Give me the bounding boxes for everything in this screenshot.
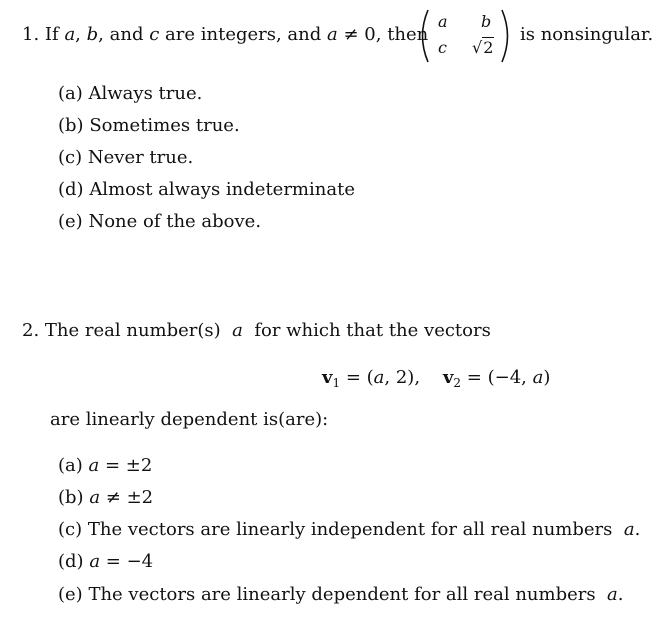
- sqrt-radicand: 2: [483, 38, 494, 57]
- q1-var-b: b: [86, 24, 99, 45]
- matrix-a21: c: [438, 38, 447, 57]
- q1-option-e: [58, 211, 261, 232]
- q2-stem: [22, 320, 491, 341]
- q2-prompt-after: for which that the vectors: [254, 320, 491, 341]
- vector-v1-a: a: [373, 367, 385, 388]
- q2-option-d: [58, 551, 153, 572]
- q1-var-c: c: [149, 24, 160, 45]
- matrix-parentheses: [416, 8, 514, 64]
- q2-prompt-before: The real number(s): [44, 320, 221, 341]
- q1-option-b: [58, 115, 240, 136]
- vector-v2-a: a: [532, 367, 544, 388]
- option-label: (a): [58, 83, 83, 104]
- option-label: (c): [58, 147, 83, 168]
- option-label: (e): [58, 211, 83, 232]
- q1-matrix: [416, 8, 514, 64]
- q2-vectors: [322, 367, 550, 390]
- q1-option-a: [58, 83, 202, 104]
- q1-stem: [22, 24, 428, 45]
- matrix-a12: b: [481, 12, 492, 31]
- matrix-a22: [472, 38, 494, 57]
- q1-text-integers: are integers, and: [165, 24, 322, 45]
- vector-v1-rest: , 2),: [384, 367, 421, 388]
- q1-text-and: , and: [98, 24, 144, 45]
- option-var: a: [88, 455, 100, 476]
- option-text: The vectors are linearly independent for all real numbers: [87, 519, 613, 540]
- option-text: Always true.: [88, 83, 203, 104]
- q1-option-c: [58, 147, 193, 168]
- option-text: = −4: [105, 551, 154, 572]
- q2-number: 2.: [22, 320, 40, 341]
- q2-continuation: are linearly dependent is(are):: [50, 409, 329, 430]
- vector-v2-eq: = (−4,: [466, 367, 527, 388]
- option-label: (e): [58, 584, 83, 605]
- option-label: (b): [58, 115, 84, 136]
- option-label: (d): [58, 179, 84, 200]
- option-label: (c): [58, 519, 83, 540]
- option-text: Almost always indeterminate: [89, 179, 355, 200]
- q1-var-a: a: [64, 24, 76, 45]
- q1-option-d: [58, 179, 355, 200]
- option-label: (d): [58, 551, 84, 572]
- option-var: a: [89, 487, 101, 508]
- q1-number: 1.: [22, 24, 40, 45]
- q1-comma: ,: [75, 24, 81, 45]
- sqrt-symbol: √: [472, 38, 483, 57]
- q2-option-a: [58, 455, 152, 476]
- vector-v2-name: v: [442, 367, 454, 388]
- option-text: Sometimes true.: [89, 115, 240, 136]
- vector-v1-eq: = (: [345, 367, 374, 388]
- option-label: (b): [58, 487, 84, 508]
- q1-text-before: If: [44, 24, 59, 45]
- matrix-a11: a: [438, 12, 448, 31]
- option-end: .: [634, 519, 641, 540]
- vector-v1-name: v: [322, 367, 333, 388]
- option-text: = ±2: [104, 455, 153, 476]
- q2-prompt-var: a: [232, 320, 243, 341]
- option-text: None of the above.: [88, 211, 262, 232]
- q2-option-b: [58, 487, 153, 508]
- option-end: .: [617, 584, 624, 605]
- option-var: a: [623, 519, 635, 540]
- q1-condition-var: a: [327, 24, 338, 45]
- option-label: (a): [58, 455, 83, 476]
- option-text: The vectors are linearly dependent for all real numbers: [88, 584, 596, 605]
- option-var: a: [89, 551, 101, 572]
- option-text: ≠ ±2: [105, 487, 154, 508]
- q1-condition-rest: ≠ 0, then: [343, 24, 429, 45]
- q2-option-e: [58, 584, 624, 605]
- q2-option-c: [58, 519, 640, 540]
- vector-v1-sub: 1: [332, 376, 341, 390]
- q1-text-after: is nonsingular.: [520, 24, 654, 45]
- option-var: a: [607, 584, 618, 605]
- vector-v2-sub: 2: [453, 376, 462, 390]
- option-text: Never true.: [87, 147, 194, 168]
- vector-v2-close: ): [543, 367, 551, 388]
